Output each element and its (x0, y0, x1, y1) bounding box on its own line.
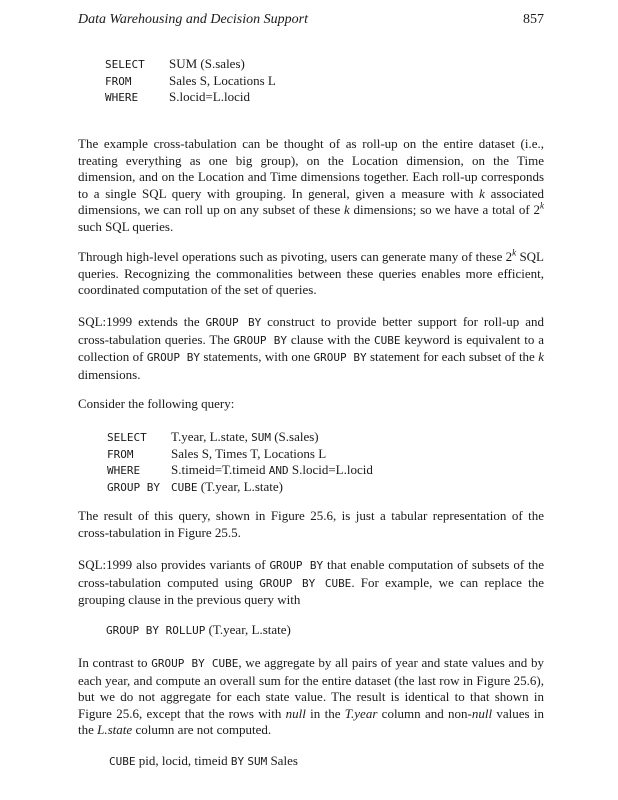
paragraph-rollup-intro: The example cross-tabulation can be thought of as roll-up on the entire dataset (i.e., treating everything as one big group), on the Location dimension, on the Time dimension, and on the Location and Time dimensions together. Each roll-up corresponds to a single SQL query with grouping. In general, given a measure with k associated dimensions, we can roll up on any subset of these k dimensions; so we have a total of 2$^k$ such SQL queries. (78, 136, 544, 234)
code-line (105, 56, 245, 73)
paragraph-consider-query: Consider the following query: (78, 396, 235, 411)
paragraph-group-by-variants: SQL:1999 also provides variants of GROUP BY that enable computation of subsets of the cross-tabulation computed using GROUP BY CUBE. For example, we can replace the grouping clause in the previous query with (78, 557, 544, 607)
paragraph-rollup-contrast: In contrast to GROUP BY CUBE, we aggregate by all pairs of year and state values and by each year, and compute an overall sum for the entire dataset (the last row in Figure 25.6), but we do not aggregate for each state value. The result is identical to that shown in Figure 25.6, except that the rows with null in the T.year column and non-null values in the L.state column are not computed. (78, 655, 545, 737)
paragraph-pivoting: Through high-level operations such as pivoting, users can generate many of these 2$^k$ SQL queries. Recognizing the commonalities between these queries enables more efficient, coordinated computation of the set of queries. (78, 247, 544, 297)
code-line: GROUP BY CUBE (T.year, L.state) (107, 478, 283, 494)
page-number: 857 (523, 12, 544, 27)
code-line: FROM Sales S, Times T, Locations L (107, 445, 327, 461)
sql-code-cube-statement: CUBE pid, locid, timeid BY SUM Sales (109, 753, 298, 768)
sql-code-block-1 (105, 56, 276, 106)
sql-code-block-2 (107, 429, 373, 495)
paragraph-query-result: The result of this query, shown in Figure 25.6, is just a tabular representation of the cross-tabulation in Figure 25.5. (78, 508, 544, 540)
sql-keyword: FROM (105, 74, 132, 88)
sql-keyword: WHERE (105, 91, 139, 104)
running-title: Data Warehousing and Decision Support (78, 12, 308, 27)
code-line: WHERE S.timeid=T.timeid AND S.locid=L.locid (107, 462, 373, 477)
sql-text: Sales S, Locations L (169, 72, 276, 88)
code-line (105, 72, 276, 90)
sql-text: SUM (S.sales) (169, 56, 245, 71)
paragraph-sql1999-group-by: SQL:1999 extends the GROUP BY construct to provide better support for roll-up and cross-tabulation queries. The GROUP BY clause with the CUBE keyword is equivalent to a collection of GROUP BY statements, with one GROUP BY statement for each subset of the k dimensions. (78, 314, 544, 382)
code-line (105, 89, 250, 106)
sql-text: S.locid=L.locid (169, 89, 250, 104)
code-line: SELECT T.year, L.state, SUM (S.sales) (107, 429, 319, 444)
page-header (78, 12, 544, 32)
sql-code-rollup: GROUP BY ROLLUP (T.year, L.state) (106, 622, 291, 637)
sql-keyword: SELECT (105, 58, 145, 71)
